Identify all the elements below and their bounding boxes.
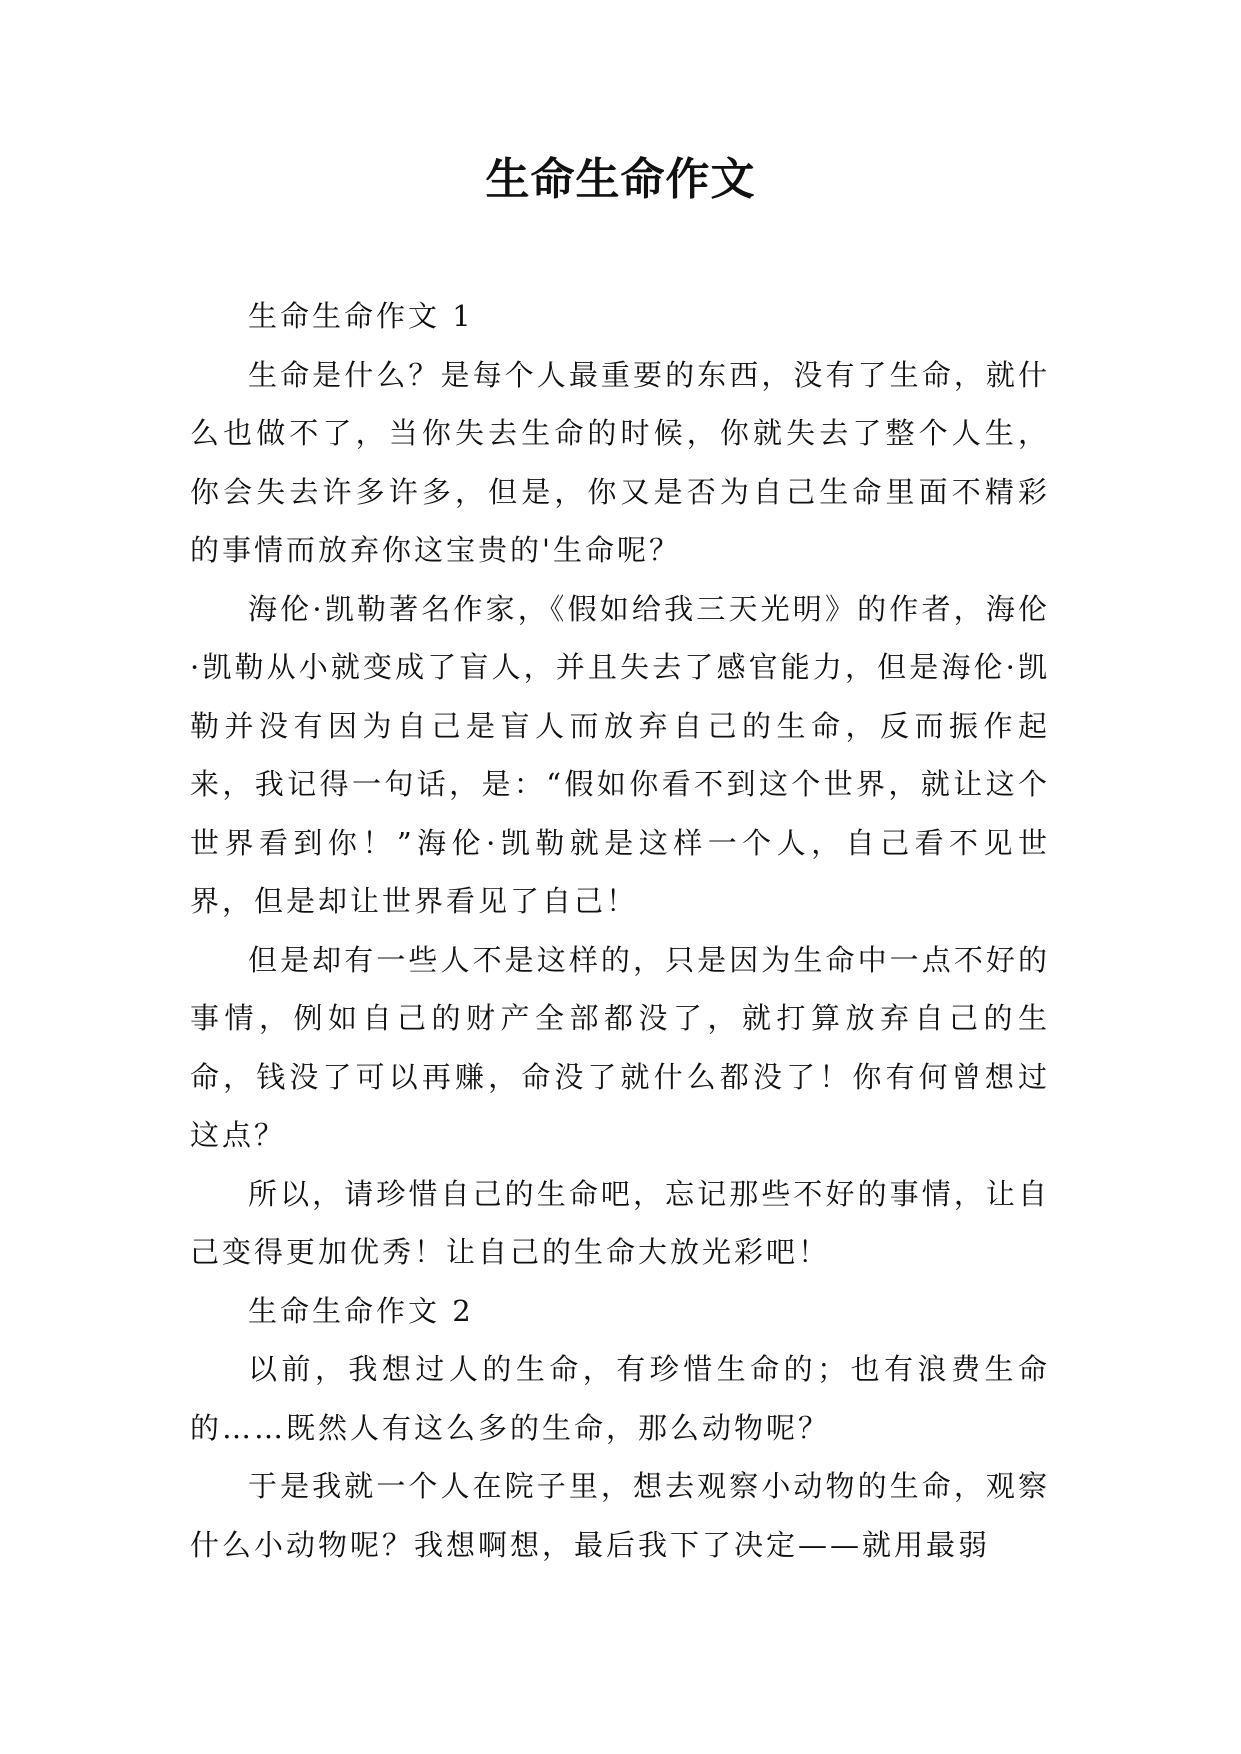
paragraph: 但是却有一些人不是这样的，只是因为生命中一点不好的事情，例如自己的财产全部都没了，就打算放弃自己的生命，钱没了可以再赚，命没了就什么都没了！你有何曾想过这点？: [190, 942, 1050, 1152]
section-heading: 生命生命作文 2: [248, 1293, 474, 1328]
paragraph: 于是我就一个人在院子里，想去观察小动物的生命，观察什么小动物呢？我想啊想，最后我下了决定——就用最弱: [190, 1469, 1050, 1562]
document-title: 生命生命作文: [485, 154, 756, 205]
paragraph: 以前，我想过人的生命，有珍惜生命的；也有浪费生命的……既然人有这么多的生命，那么动物呢？: [190, 1352, 1050, 1445]
document-body: [190, 287, 1050, 1574]
paragraph: 所以，请珍惜自己的生命吧，忘记那些不好的事情，让自己变得更加优秀！让自己的生命大放光彩吧！: [190, 1176, 1050, 1269]
section-heading: 生命生命作文 1: [248, 299, 474, 333]
paragraph: 生命是什么？是每个人最重要的东西，没有了生命，就什么也做不了，当你失去生命的时候，你就失去了整个人生，你会失去许多许多，但是，你又是否为自己生命里面不精彩的事情而放弃你这宝贵的'生命呢？: [190, 357, 1050, 567]
paragraph: 海伦·凯勒著名作家，《假如给我三天光明》的作者，海伦·凯勒从小就变成了盲人，并且失去了感官能力，但是海伦·凯勒并没有因为自己是盲人而放弃自己的生命，反而振作起来，我记得一句话，是：“假如你看不到这个世界，就让这个世界看到你！”海伦·凯勒就是这样一个人，自己看不见世界，但是却让世界看见了自己！: [190, 591, 1050, 918]
